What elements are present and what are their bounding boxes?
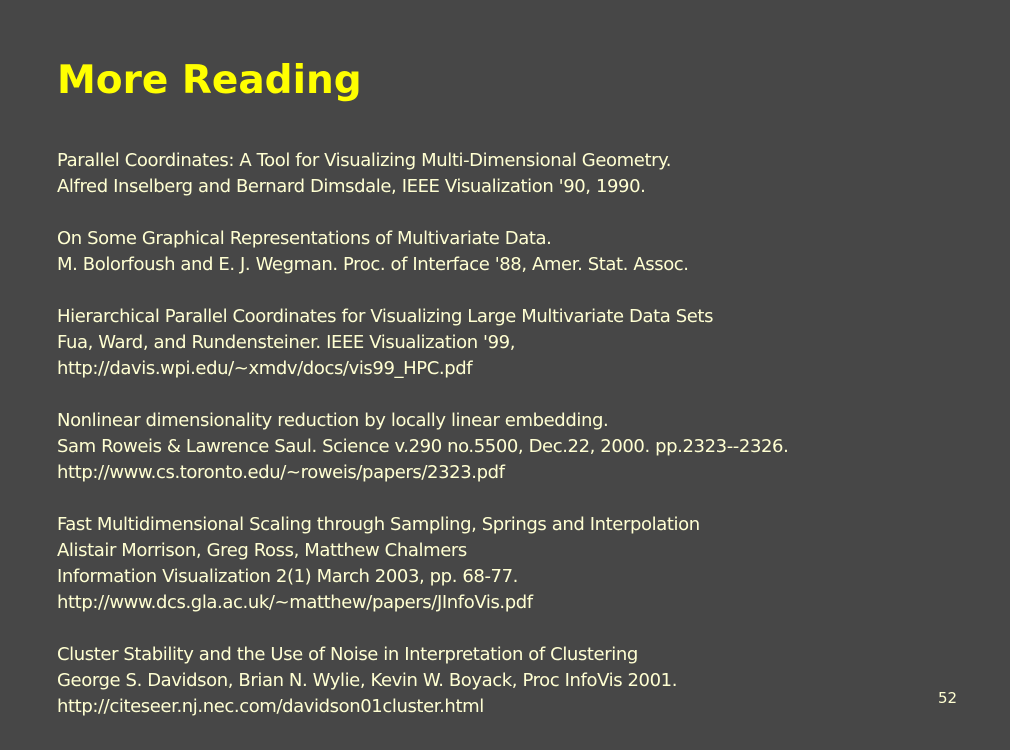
reference-item [57,226,957,278]
reference-title: Nonlinear dimensionality reduction by locally linear embedding. [57,410,609,431]
reference-venue: Information Visualization 2(1) March 2003, pp. 68-77. [57,566,518,587]
reference-authors: Alistair Morrison, Greg Ross, Matthew Chalmers [57,540,467,561]
reference-title: On Some Graphical Representations of Multivariate Data. [57,228,552,249]
reference-title: Cluster Stability and the Use of Noise in Interpretation of Clustering [57,644,638,665]
reference-title: Parallel Coordinates: A Tool for Visualizing Multi-Dimensional Geometry. [57,150,672,171]
page-number: 52 [938,689,958,707]
reference-item [57,512,957,616]
reference-item [57,304,957,382]
reference-title: Hierarchical Parallel Coordinates for Visualizing Large Multivariate Data Sets [57,306,714,327]
slide-title: More Reading [57,58,362,103]
reference-title: Fast Multidimensional Scaling through Sampling, Springs and Interpolation [57,514,700,535]
reference-item [57,408,957,486]
reference-url: http://davis.wpi.edu/~xmdv/docs/vis99_HPC.pdf [57,358,473,379]
reference-url: http://citeseer.nj.nec.com/davidson01cluster.html [57,696,484,717]
reference-authors: Sam Roweis & Lawrence Saul. Science v.290 no.5500, Dec.22, 2000. pp.2323--2326. [57,436,789,457]
reference-url: http://www.cs.toronto.edu/~roweis/papers/2323.pdf [57,462,505,483]
reference-authors: Alfred Inselberg and Bernard Dimsdale, IEEE Visualization '90, 1990. [57,176,646,197]
reference-item [57,148,957,200]
reference-authors: George S. Davidson, Brian N. Wylie, Kevin W. Boyack, Proc InfoVis 2001. [57,670,678,691]
reference-list [57,148,957,746]
reference-item [57,642,957,720]
reference-authors: Fua, Ward, and Rundensteiner. IEEE Visualization '99, [57,332,516,353]
reference-authors: M. Bolorfoush and E. J. Wegman. Proc. of Interface '88, Amer. Stat. Assoc. [57,254,689,275]
reference-url: http://www.dcs.gla.ac.uk/~matthew/papers/JInfoVis.pdf [57,592,533,613]
